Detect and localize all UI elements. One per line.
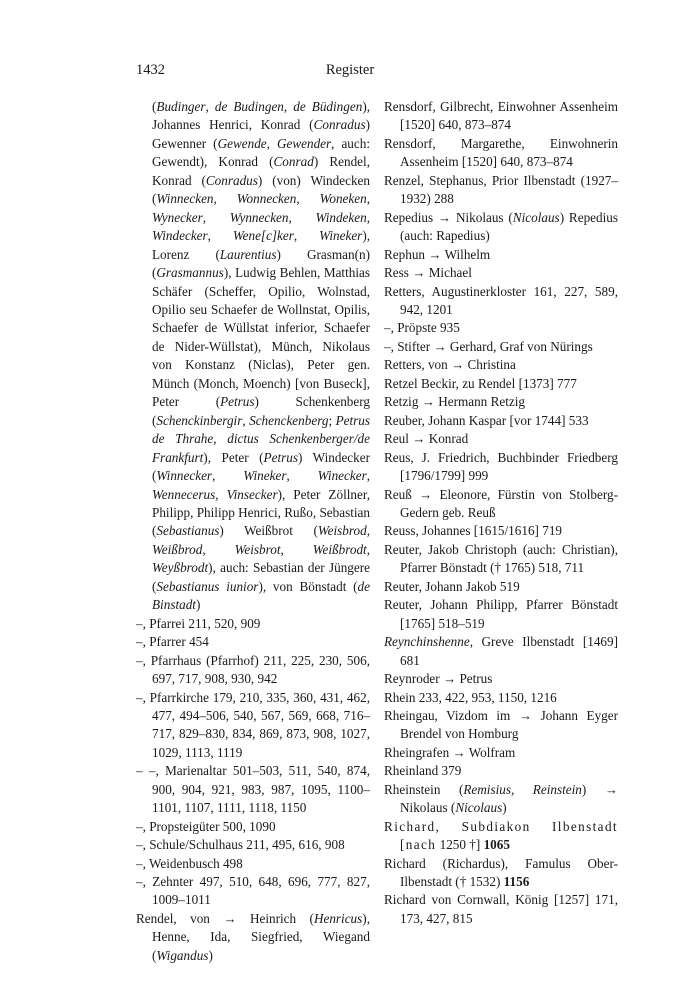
index-entry (136, 652, 370, 689)
entry-text: Rhein 233, 422, 953, 1150, 1216 (384, 689, 557, 705)
index-column-right (384, 98, 618, 928)
entry-text: Reynchinshenne (384, 634, 470, 650)
entry-text: Richard, Subdiakon Ilbenstadt [nach (384, 818, 618, 853)
entry-text: Rheingau, Vizdom im → Johann Eyger Brendel von Homburg (384, 707, 618, 742)
index-entry (384, 430, 618, 448)
entry-text: , (212, 468, 244, 484)
index-entry (384, 246, 618, 264)
index-entry (384, 449, 618, 486)
entry-text: Laurentius (219, 246, 277, 262)
index-entry (384, 596, 618, 633)
entry-text: –, Schule/Schulhaus 211, 495, 616, 908 (136, 837, 345, 853)
entry-text: ; (328, 412, 336, 428)
index-entry (384, 578, 618, 596)
entry-text: Rensdorf, Margarethe, Einwohnerin Assenheim [1520] 640, 873–874 (384, 135, 618, 170)
entry-text: Windecker (152, 228, 208, 244)
index-entry (384, 209, 618, 246)
entry-text: –, Pröpste 935 (384, 320, 460, 336)
entry-text: 1065 (483, 837, 510, 853)
entry-text: –, Zehnter 497, 510, 648, 696, 777, 827, 1009–1011 (136, 874, 370, 908)
entry-text: Weisbrot (234, 541, 281, 557)
entry-text: Budinger (156, 99, 206, 114)
entry-text: ) Rendel, Konrad ( (152, 154, 370, 188)
entry-text: Weißbrod (152, 541, 203, 557)
entry-text: Weißbrodt (312, 541, 367, 557)
entry-text: , (280, 541, 313, 557)
entry-text: Winnecken (156, 191, 214, 207)
entry-text: Gewender (276, 135, 332, 151)
entry-text: Wene[c]ker (232, 228, 294, 244)
index-entry (384, 375, 618, 393)
entry-text: , (366, 541, 371, 557)
entry-text: ), auch: Sebastian der Jüngere ( (152, 560, 370, 594)
entry-text: ), Johannes Henrici, Konrad ( (152, 99, 371, 133)
entry-text: –, Pfarrer 454 (136, 634, 209, 650)
entry-text: 1250 †] (436, 837, 484, 853)
entry-text: Retters, Augustinerkloster 161, 227, 589, 942, 1201 (384, 283, 618, 317)
index-entry (384, 98, 618, 135)
entry-text: –, Pfarrei 211, 520, 909 (136, 615, 261, 631)
entry-text: Richard (Richardus), Famulus Ober-Ilbenstadt († 1532) (384, 855, 618, 890)
entry-text: Ress → Michael (384, 265, 472, 281)
entry-text: ), Peter ( (203, 449, 264, 465)
entry-text: Petrus de Thrahe (152, 412, 370, 447)
entry-text: Reuter, Jakob Christoph (auch: Christian), Pfarrer Bönstadt († 1765) 518, 711 (384, 541, 618, 576)
entry-text: Sebastianus iunior (156, 578, 259, 594)
index-column-left (136, 98, 370, 965)
entry-text: –, Propsteigüter 500, 1090 (136, 818, 276, 834)
entry-text: Grasmannus (156, 265, 224, 281)
entry-text: Wynnecken (229, 209, 289, 225)
entry-text: , (213, 191, 237, 207)
entry-text: Conrad (273, 154, 314, 170)
entry-text: , (242, 412, 250, 428)
entry-text: , (207, 228, 233, 244)
entry-text: Reuter, Johann Philipp, Pfarrer Bönstadt [1765] 518–519 (384, 597, 618, 631)
entry-text: Richard von Cornwall, König [1257] 171, 173, 427, 815 (384, 892, 618, 926)
entry-text: Wineker (243, 468, 287, 484)
entry-text: Rensdorf, Gilbrecht, Einwohner Assenheim [1520] 640, 873–874 (384, 99, 618, 133)
entry-text: Wineker (319, 228, 363, 244)
index-entry (384, 393, 618, 411)
entry-text: , (366, 468, 371, 484)
entry-text: Retters, von → Christina (384, 357, 516, 373)
entry-text: Rephun → Wilhelm (384, 246, 491, 262)
entry-text: Sebastianus (156, 523, 220, 539)
entry-text: , (205, 99, 215, 114)
entry-text: ( (152, 99, 157, 114)
index-entry (136, 98, 370, 615)
entry-text: , (293, 228, 320, 244)
entry-text: , (202, 209, 230, 225)
entry-text: Rendel, von → Heinrich ( (136, 910, 314, 926)
entry-text: de Budingen (214, 99, 284, 114)
entry-text: ) Windecker ( (152, 449, 370, 484)
index-entry (384, 172, 618, 209)
entry-text: ) (502, 800, 507, 816)
entry-text: Henricus (313, 910, 363, 926)
entry-text: Petrus (263, 449, 298, 465)
entry-text: , (286, 468, 318, 484)
index-entry (136, 633, 370, 651)
entry-text: Nicolaus (455, 800, 503, 816)
entry-text: Wynecker (152, 209, 203, 225)
entry-text: Wigandus (156, 947, 209, 963)
index-entry (136, 873, 370, 910)
index-entry (136, 855, 370, 873)
entry-text: Wonnecken (236, 191, 297, 207)
entry-text: Reuß → Eleonore, Fürstin von Stolberg-Gedern geb. Reuß (384, 486, 618, 520)
entry-text: , (215, 486, 227, 502)
entry-text: , Greve Ilbenstadt [1469] 681 (400, 634, 618, 668)
entry-text: Reus, J. Friedrich, Buchbinder Friedberg [1796/1799] 999 (384, 449, 618, 484)
index-entry (384, 412, 618, 430)
index-entry (384, 264, 618, 282)
entry-text: ), Peter Zöllner, Philipp, Philipp Henrici, Rußo, Sebastian ( (152, 486, 370, 539)
entry-text: ), Henne, Ida, Siegfried, Wiegand ( (152, 910, 370, 963)
index-entry (136, 689, 370, 763)
index-entry (384, 689, 618, 707)
entry-text: ) Weißbrot ( (219, 523, 318, 539)
entry-text: Schenckenberg (249, 412, 329, 428)
entry-text: Reuter, Johann Jakob 519 (384, 578, 520, 594)
entry-text: 1156 (503, 874, 530, 890)
entry-text: Reinstein (532, 781, 582, 797)
index-entry (384, 762, 618, 780)
entry-text: , (202, 541, 235, 557)
entry-text: , (213, 431, 228, 447)
index-entry (384, 891, 618, 928)
index-entry (136, 818, 370, 836)
entry-text: Wennecerus (152, 486, 216, 502)
entry-text: ) (195, 597, 201, 613)
entry-text: ), von Bönstadt ( (258, 578, 358, 594)
index-entry (384, 356, 618, 374)
index-entry (384, 338, 618, 356)
entry-text: Windeken (315, 209, 367, 225)
entry-text: , (366, 191, 371, 207)
index-entry (136, 910, 370, 965)
page-number: 1432 (136, 62, 165, 78)
entry-text: , (510, 781, 533, 797)
entry-text: Reuber, Johann Kaspar [vor 1744] 533 (384, 412, 589, 428)
index-entry (384, 522, 618, 540)
index-entry (384, 744, 618, 762)
entry-text: ) (208, 947, 213, 963)
entry-text: Renzel, Stephanus, Prior Ilbenstadt (1927–1932) 288 (384, 172, 618, 207)
entry-text: Reul → Konrad (384, 431, 469, 447)
index-entry (384, 670, 618, 688)
entry-text: Petrus (220, 394, 255, 410)
entry-text: , (296, 191, 320, 207)
entry-text: ), Lorenz ( (152, 228, 371, 262)
index-entry (136, 762, 370, 817)
entry-text: –, Pfarrhaus (Pfarrhof) 211, 225, 230, 506, 697, 717, 908, 930, 942 (136, 652, 370, 687)
entry-text: – –, Marienaltar 501–503, 511, 540, 874, 900, 904, 921, 983, 987, 1095, 1100–1101, 1107, 1111, 1118, 1150 (136, 763, 370, 816)
entry-text: Weyßbrodt (152, 560, 209, 576)
entry-text: Retzel Beckir, zu Rendel [1373] 777 (384, 375, 577, 391)
entry-text: Repedius → Nikolaus ( (384, 209, 513, 225)
entry-text: de Binstadt (152, 578, 370, 613)
entry-text: Rheingrafen → Wolfram (384, 744, 516, 760)
index-entry (384, 633, 618, 670)
entry-text: , (283, 99, 294, 114)
entry-text: Woneken (319, 191, 367, 207)
entry-text: Weisbrod (317, 523, 367, 539)
entry-text: –, Stifter → Gerhard, Graf von Nürings (384, 338, 593, 354)
entry-text: –, Pfarrkirche 179, 210, 335, 360, 431, 462, 477, 494–506, 540, 567, 569, 668, 716–717, 829–830, 834, 869, 873, 908, 1027, 1029, 1113, 1119 (136, 689, 370, 760)
entry-text: de Büdingen (293, 99, 363, 114)
index-entry (384, 541, 618, 578)
entry-text: , (366, 523, 370, 539)
index-entry (136, 615, 370, 633)
entry-text: Remisius (463, 781, 511, 797)
entry-text: Conradus (313, 117, 366, 133)
entry-text: ), Ludwig Behlen, Matthias Schäfer (Scheffer, Opilio, Wolnstad, Opilio seu Schaefer de Wollnstat, Opilis, Schaefer de Wüllstat inferior, Schaefer de Nider-Wüllstat), Münch, Nikolaus von Konstanz (Niclas), Peter gen. Münch (Monch, Moench) [von Buseck], Peter ( (152, 265, 370, 410)
entry-text: Retzig → Hermann Retzig (384, 394, 525, 410)
index-entry (384, 319, 618, 337)
index-entry (384, 707, 618, 744)
entry-text: Nicolaus (512, 209, 560, 225)
entry-text: ) Gewenner ( (152, 117, 370, 151)
entry-text: Reynroder → Petrus (384, 671, 493, 687)
index-entry (136, 836, 370, 854)
entry-text: , (266, 135, 277, 151)
entry-text: dictus Schenkenberger/de Frankfurt (152, 431, 370, 465)
entry-text: Rheinland 379 (384, 763, 462, 779)
entry-text: Winnecker (156, 468, 213, 484)
entry-text: Schenckinbergir (156, 412, 243, 428)
entry-text: ) Schenkenberg ( (152, 394, 370, 428)
entry-text: ) Repedius (auch: Rapedius) (400, 209, 618, 244)
entry-text: , (366, 209, 370, 225)
index-entry (384, 818, 618, 855)
entry-text: ) Grasman(n) ( (152, 246, 370, 281)
index-entry (384, 135, 618, 172)
entry-text: , (288, 209, 316, 225)
entry-text: ) (von) Windecken ( (152, 172, 370, 207)
entry-text: Conradus (205, 172, 258, 188)
entry-text: Gewende (217, 135, 267, 151)
index-entry (384, 283, 618, 320)
index-entry (384, 486, 618, 523)
entry-text: ) → Nikolaus ( (400, 781, 618, 816)
entry-text: , auch: Gewendt), Konrad ( (152, 135, 371, 170)
entry-text: Winecker (317, 468, 367, 484)
entry-text: Reuss, Johannes [1615/1616] 719 (384, 523, 563, 539)
running-head: Register (325, 62, 375, 78)
entry-text: –, Weidenbusch 498 (136, 855, 243, 871)
entry-text: Vinsecker (226, 486, 278, 502)
index-entry (384, 855, 618, 892)
entry-text: Rheinstein ( (384, 781, 464, 797)
index-entry (384, 781, 618, 818)
